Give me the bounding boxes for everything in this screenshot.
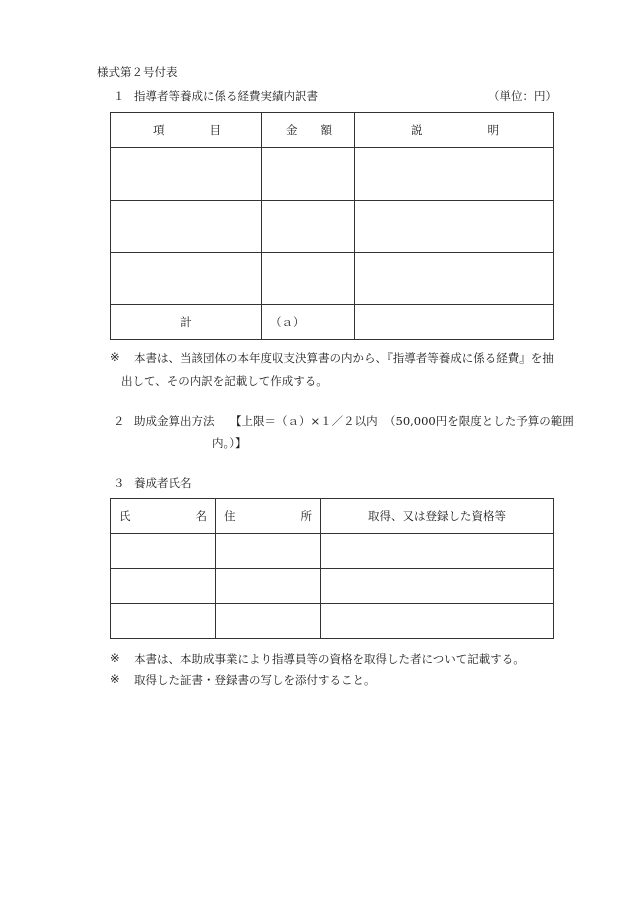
trainee-row: [111, 534, 554, 569]
cell-item: [111, 148, 262, 201]
section2-limit-line2: 内。）】: [212, 436, 247, 450]
total-label: 計: [111, 305, 262, 340]
cell-description: [355, 148, 554, 201]
header-name-char1: 氏: [119, 509, 131, 523]
cell-address: [216, 604, 321, 639]
cell-name: [111, 534, 216, 569]
section3-title: 養成者氏名: [134, 476, 192, 490]
header-amount-char1: 金: [286, 123, 298, 137]
cell-description: [355, 253, 554, 305]
cell-amount: [262, 201, 355, 253]
section2-limit-line1: （50,000円を限度とした予算の範囲: [384, 414, 574, 428]
expense-header-row: [111, 113, 554, 148]
form-label: 様式第２号付表: [97, 65, 178, 79]
section1-title: 指導者等養成に係る経費実績内訳書: [134, 89, 318, 103]
header-address-char1: 住: [224, 509, 236, 523]
header-name: [111, 499, 216, 534]
header-item-char2: 目: [209, 123, 221, 137]
header-amount: [262, 113, 355, 148]
section2-title: 助成金算出方法: [134, 414, 215, 428]
cell-amount: [262, 148, 355, 201]
header-name-char2: 名: [195, 509, 207, 523]
section3-number: ３: [113, 476, 125, 490]
section2-number: ２: [113, 414, 125, 428]
section1-note-mark: ※: [110, 350, 120, 364]
section3-note2: 取得した証書・登録書の写しを添付すること。: [134, 673, 376, 687]
trainee-row: [111, 604, 554, 639]
header-qualification: 取得、又は登録した資格等: [321, 499, 554, 534]
expense-table: [110, 112, 554, 340]
expense-row: [111, 201, 554, 253]
cell-address: [216, 534, 321, 569]
total-amount: （ａ）: [262, 305, 355, 340]
header-description: [355, 113, 554, 148]
section1-note-line1: 本書は、当該団体の本年度収支決算書の内から、『指導者等養成に係る経費』を抽: [134, 351, 554, 365]
header-description-char2: 明: [487, 123, 499, 137]
cell-qualification: [321, 604, 554, 639]
expense-row: [111, 148, 554, 201]
section3-note1: 本書は、本助成事業により指導員等の資格を取得した者について記載する。: [134, 652, 525, 666]
section1-note-line2: 出して、その内訳を記載して作成する。: [121, 374, 328, 388]
header-item-char1: 項: [153, 123, 165, 137]
section1-number: １: [113, 89, 125, 103]
cell-amount: [262, 253, 355, 305]
header-address: [216, 499, 321, 534]
cell-item: [111, 201, 262, 253]
expense-row: [111, 253, 554, 305]
section3-note1-mark: ※: [110, 651, 120, 665]
cell-description: [355, 201, 554, 253]
trainee-row: [111, 569, 554, 604]
cell-qualification: [321, 534, 554, 569]
total-description: [355, 305, 554, 340]
header-amount-char2: 額: [320, 123, 332, 137]
cell-address: [216, 569, 321, 604]
cell-item: [111, 253, 262, 305]
unit-label: （単位：円）: [488, 89, 557, 103]
header-item: [111, 113, 262, 148]
cell-name: [111, 569, 216, 604]
section3-note2-mark: ※: [110, 672, 120, 686]
trainee-table: [110, 498, 554, 639]
cell-name: [111, 604, 216, 639]
cell-qualification: [321, 569, 554, 604]
header-address-char2: 所: [300, 509, 312, 523]
section2-formula: 【上限＝（ａ）×１／２以内: [230, 414, 378, 428]
trainee-header-row: [111, 499, 554, 534]
expense-total-row: [111, 305, 554, 340]
header-description-char1: 説: [411, 123, 423, 137]
